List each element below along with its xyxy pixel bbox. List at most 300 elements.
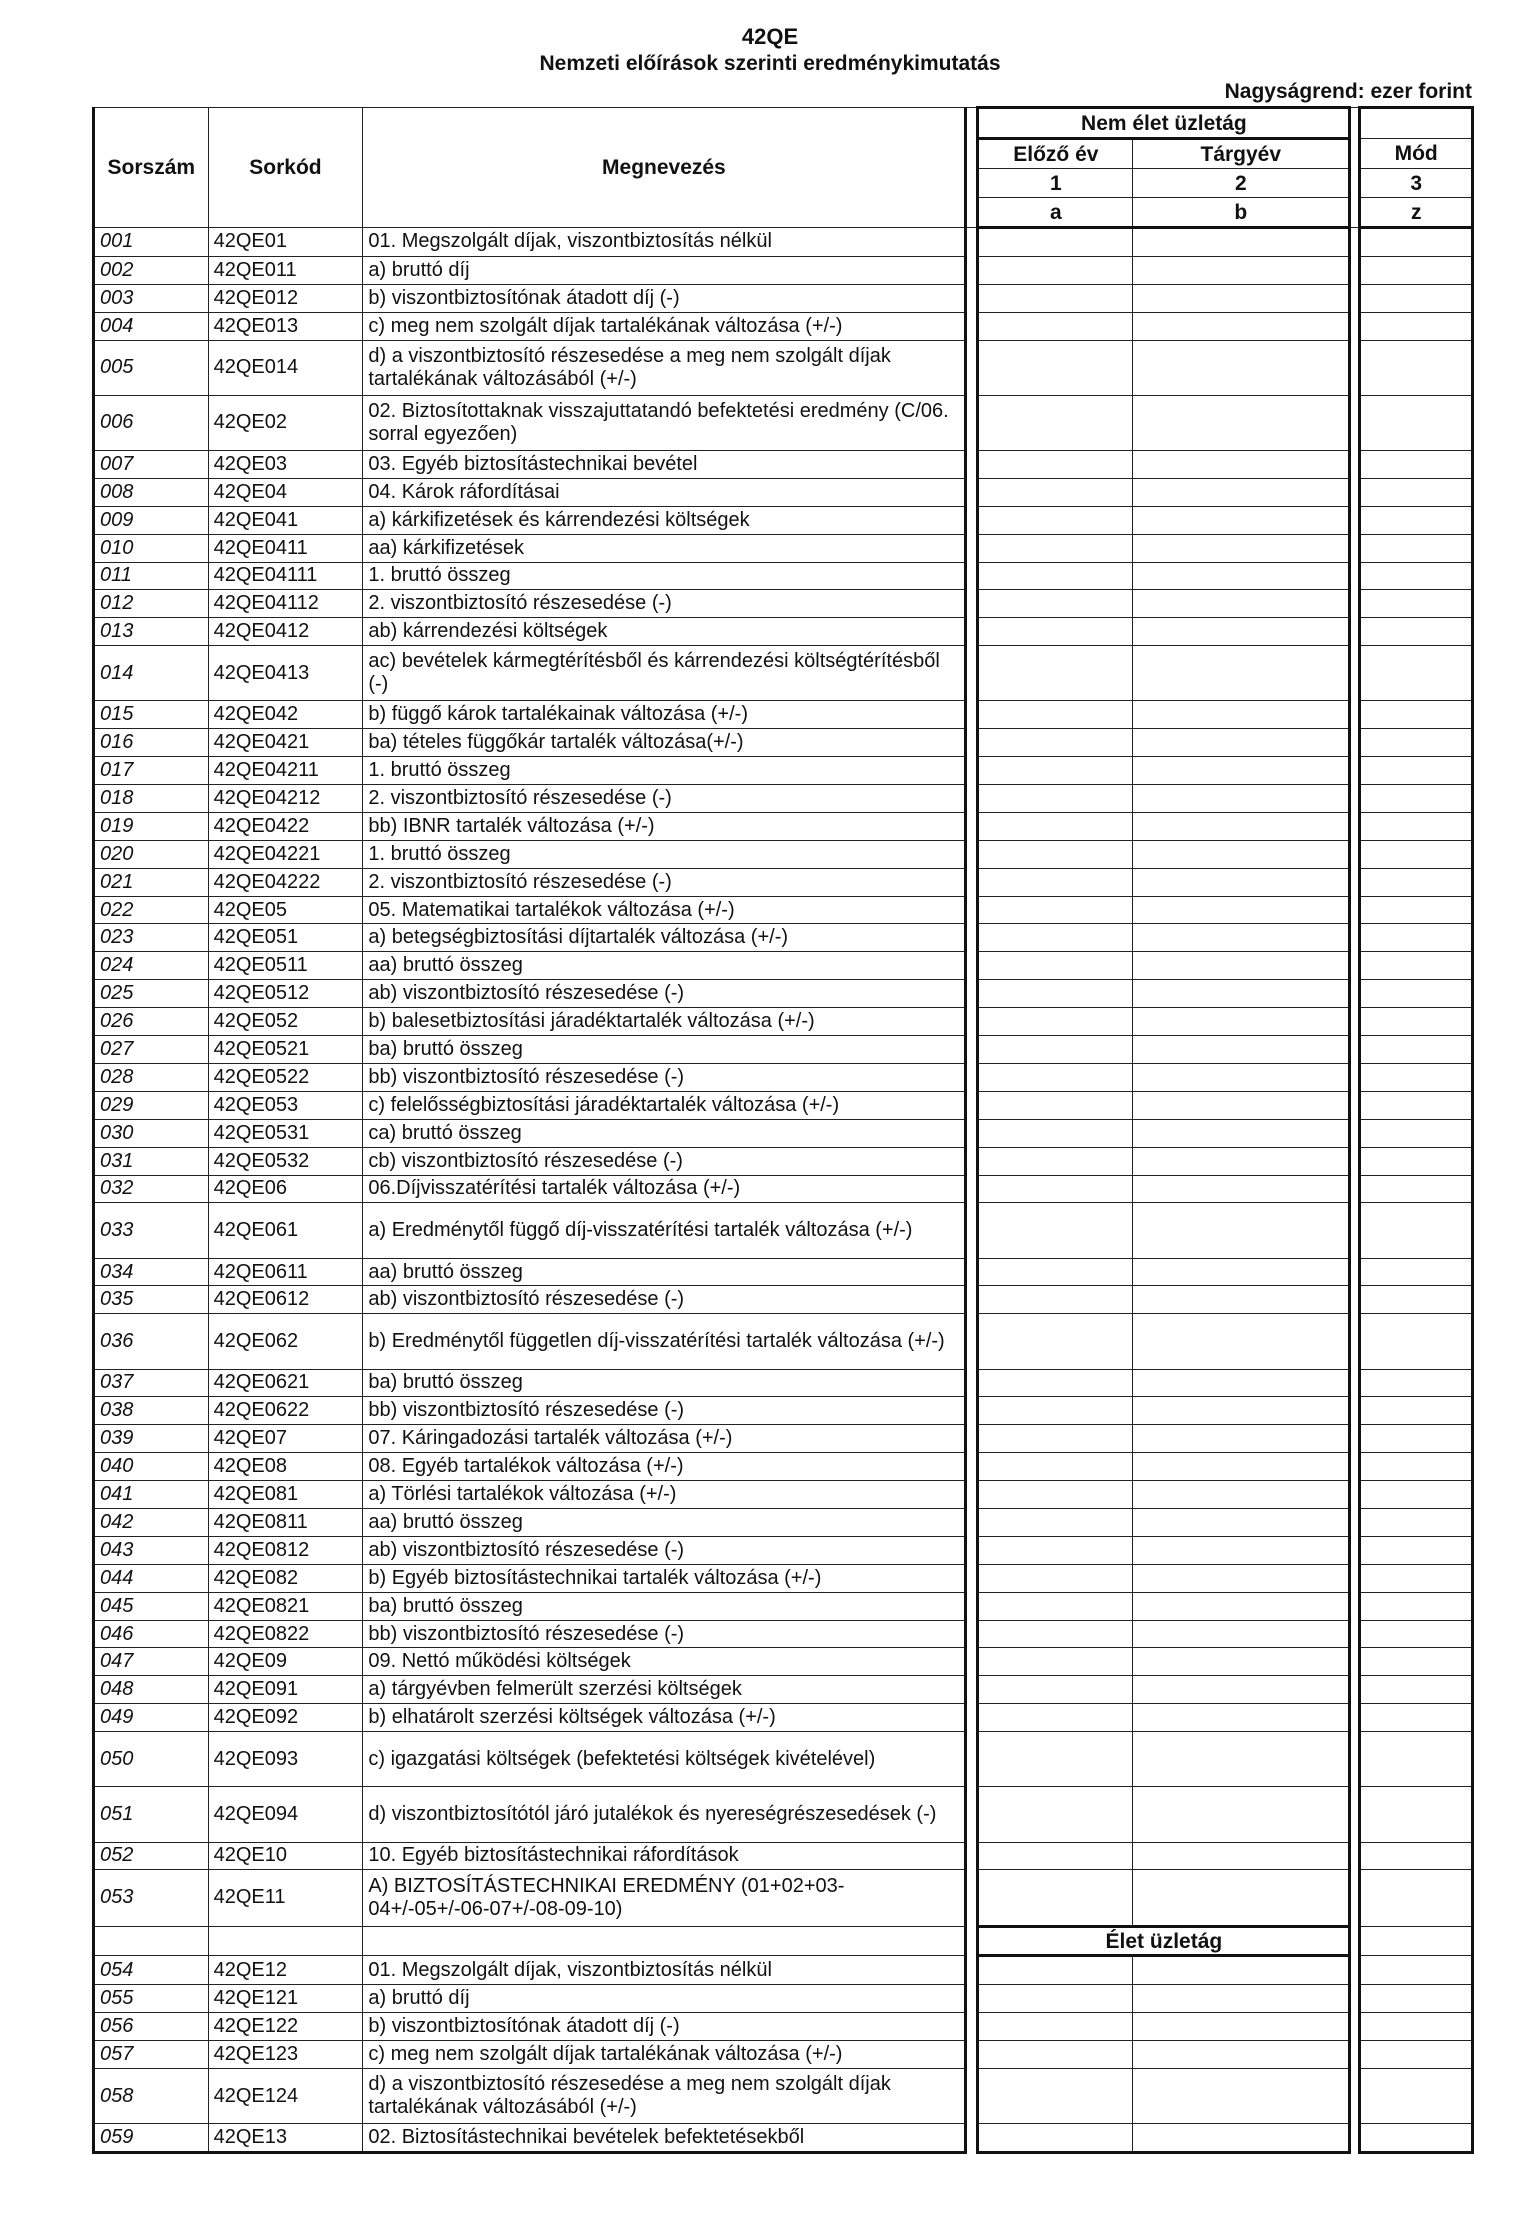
- row-code: 42QE053: [208, 1091, 363, 1119]
- value-current-year[interactable]: [1133, 478, 1350, 506]
- row-number: 032: [94, 1175, 209, 1203]
- value-current-year[interactable]: [1133, 256, 1350, 284]
- table-row: [94, 1147, 1473, 1175]
- value-prev-year[interactable]: [978, 1481, 1133, 1509]
- table-row: [94, 228, 1473, 257]
- value-current-year[interactable]: [1133, 2069, 1350, 2124]
- value-mod[interactable]: [1360, 1648, 1473, 1676]
- column-gap: [966, 980, 978, 1008]
- value-prev-year[interactable]: [978, 729, 1133, 757]
- value-current-year[interactable]: [1133, 952, 1350, 980]
- row-code: 42QE04212: [208, 785, 363, 813]
- value-prev-year[interactable]: [978, 2041, 1133, 2069]
- value-mod[interactable]: [1360, 2069, 1473, 2124]
- value-current-year[interactable]: [1133, 1732, 1350, 1787]
- value-current-year[interactable]: [1133, 1258, 1350, 1286]
- table-row: [94, 590, 1473, 618]
- row-name: c) felelősségbiztosítási járadéktartalék változása (+/-): [363, 1091, 966, 1119]
- value-current-year[interactable]: [1133, 896, 1350, 924]
- row-code: 42QE13: [208, 2124, 363, 2153]
- row-name: ab) viszontbiztosító részesedése (-): [363, 1286, 966, 1314]
- row-code: 42QE02: [208, 395, 363, 450]
- value-mod[interactable]: [1360, 534, 1473, 562]
- value-prev-year[interactable]: [978, 2013, 1133, 2041]
- value-prev-year[interactable]: [978, 1648, 1133, 1676]
- value-mod[interactable]: [1360, 757, 1473, 785]
- value-prev-year[interactable]: [978, 1314, 1133, 1369]
- value-mod[interactable]: [1360, 256, 1473, 284]
- value-prev-year[interactable]: [978, 1258, 1133, 1286]
- column-gap: [1350, 284, 1360, 312]
- row-code: 42QE081: [208, 1481, 363, 1509]
- row-number: 007: [94, 450, 209, 478]
- value-mod[interactable]: [1360, 729, 1473, 757]
- value-prev-year[interactable]: [978, 812, 1133, 840]
- row-code: 42QE0421: [208, 729, 363, 757]
- row-number: 006: [94, 395, 209, 450]
- column-gap: [966, 1036, 978, 1064]
- value-mod[interactable]: [1360, 395, 1473, 450]
- value-prev-year[interactable]: [978, 1008, 1133, 1036]
- value-mod[interactable]: [1360, 1314, 1473, 1369]
- row-code: 42QE04111: [208, 562, 363, 590]
- row-code: 42QE0522: [208, 1063, 363, 1091]
- value-mod[interactable]: [1360, 812, 1473, 840]
- row-number: 013: [94, 618, 209, 646]
- value-current-year[interactable]: [1133, 1119, 1350, 1147]
- value-current-year[interactable]: [1133, 785, 1350, 813]
- value-current-year[interactable]: [1133, 534, 1350, 562]
- row-name: b) balesetbiztosítási járadéktartalék változása (+/-): [363, 1008, 966, 1036]
- column-gap: [1350, 1314, 1360, 1369]
- value-mod[interactable]: [1360, 1870, 1473, 1926]
- value-current-year[interactable]: [1133, 1870, 1350, 1926]
- value-prev-year[interactable]: [978, 1676, 1133, 1704]
- value-mod[interactable]: [1360, 896, 1473, 924]
- value-prev-year[interactable]: [978, 1425, 1133, 1453]
- column-gap: [966, 1063, 978, 1091]
- table-row: [94, 701, 1473, 729]
- table-row: [94, 1787, 1473, 1842]
- value-prev-year[interactable]: [978, 1787, 1133, 1842]
- value-prev-year[interactable]: [978, 284, 1133, 312]
- value-current-year[interactable]: [1133, 757, 1350, 785]
- value-prev-year[interactable]: [978, 506, 1133, 534]
- row-number: 009: [94, 506, 209, 534]
- value-prev-year[interactable]: [978, 1147, 1133, 1175]
- value-mod[interactable]: [1360, 1119, 1473, 1147]
- row-number: 037: [94, 1369, 209, 1397]
- value-current-year[interactable]: [1133, 729, 1350, 757]
- row-code: 42QE124: [208, 2069, 363, 2124]
- col-num-mod: 3: [1360, 169, 1473, 198]
- value-prev-year[interactable]: [978, 2069, 1133, 2124]
- value-current-year[interactable]: [1133, 1063, 1350, 1091]
- value-mod[interactable]: [1360, 701, 1473, 729]
- value-prev-year[interactable]: [978, 896, 1133, 924]
- col-let-prev: a: [978, 198, 1133, 228]
- row-name: b) Egyéb biztosítástechnikai tartalék változása (+/-): [363, 1564, 966, 1592]
- row-number: 021: [94, 868, 209, 896]
- row-number: 049: [94, 1704, 209, 1732]
- value-mod[interactable]: [1360, 646, 1473, 701]
- value-mod[interactable]: [1360, 1203, 1473, 1258]
- value-mod[interactable]: [1360, 2124, 1473, 2153]
- value-prev-year[interactable]: [978, 1592, 1133, 1620]
- row-number: 030: [94, 1119, 209, 1147]
- value-current-year[interactable]: [1133, 812, 1350, 840]
- column-gap: [966, 1985, 978, 2013]
- value-mod[interactable]: [1360, 1620, 1473, 1648]
- row-number: 044: [94, 1564, 209, 1592]
- value-mod[interactable]: [1360, 450, 1473, 478]
- value-prev-year[interactable]: [978, 1036, 1133, 1064]
- value-prev-year[interactable]: [978, 1536, 1133, 1564]
- value-mod[interactable]: [1360, 1397, 1473, 1425]
- table-row: [94, 1536, 1473, 1564]
- row-name: c) igazgatási költségek (befektetési költségek kivételével): [363, 1732, 966, 1787]
- value-current-year[interactable]: [1133, 1175, 1350, 1203]
- column-gap: [1350, 228, 1360, 257]
- value-prev-year[interactable]: [978, 1704, 1133, 1732]
- value-current-year[interactable]: [1133, 312, 1350, 340]
- value-prev-year[interactable]: [978, 478, 1133, 506]
- value-current-year[interactable]: [1133, 1592, 1350, 1620]
- row-code: 42QE04112: [208, 590, 363, 618]
- value-current-year[interactable]: [1133, 1842, 1350, 1870]
- row-number: 053: [94, 1870, 209, 1926]
- value-mod[interactable]: [1360, 1956, 1473, 1985]
- value-current-year[interactable]: [1133, 980, 1350, 1008]
- table-row: [94, 618, 1473, 646]
- value-current-year[interactable]: [1133, 1369, 1350, 1397]
- row-name: 1. bruttó összeg: [363, 840, 966, 868]
- row-name: ba) tételes függőkár tartalék változása(+/-): [363, 729, 966, 757]
- column-gap: [1350, 1509, 1360, 1537]
- value-current-year[interactable]: [1133, 1648, 1350, 1676]
- column-gap: [966, 2041, 978, 2069]
- value-mod[interactable]: [1360, 2041, 1473, 2069]
- value-prev-year[interactable]: [978, 757, 1133, 785]
- row-number: 026: [94, 1008, 209, 1036]
- value-current-year[interactable]: [1133, 1676, 1350, 1704]
- value-current-year[interactable]: [1133, 924, 1350, 952]
- value-current-year[interactable]: [1133, 868, 1350, 896]
- value-prev-year[interactable]: [978, 785, 1133, 813]
- value-prev-year[interactable]: [978, 1842, 1133, 1870]
- column-gap: [966, 1648, 978, 1676]
- column-gap: [966, 812, 978, 840]
- value-prev-year[interactable]: [978, 646, 1133, 701]
- table-row: [94, 896, 1473, 924]
- value-current-year[interactable]: [1133, 1956, 1350, 1985]
- row-name: aa) bruttó összeg: [363, 1509, 966, 1537]
- value-mod[interactable]: [1360, 478, 1473, 506]
- row-number: 033: [94, 1203, 209, 1258]
- value-prev-year[interactable]: [978, 980, 1133, 1008]
- value-mod[interactable]: [1360, 1369, 1473, 1397]
- value-current-year[interactable]: [1133, 1985, 1350, 2013]
- row-number: 027: [94, 1036, 209, 1064]
- column-gap: [1350, 1870, 1360, 1926]
- value-mod[interactable]: [1360, 980, 1473, 1008]
- value-prev-year[interactable]: [978, 1369, 1133, 1397]
- column-gap: [1350, 1842, 1360, 1870]
- table-row: [94, 1592, 1473, 1620]
- row-code: 42QE0812: [208, 1536, 363, 1564]
- value-mod[interactable]: [1360, 506, 1473, 534]
- column-gap: [966, 506, 978, 534]
- column-gap: [966, 1425, 978, 1453]
- value-current-year[interactable]: [1133, 2013, 1350, 2041]
- row-number: 001: [94, 228, 209, 257]
- col-let-mod: z: [1360, 198, 1473, 228]
- value-current-year[interactable]: [1133, 395, 1350, 450]
- value-current-year[interactable]: [1133, 701, 1350, 729]
- value-mod[interactable]: [1360, 618, 1473, 646]
- value-current-year[interactable]: [1133, 1314, 1350, 1369]
- value-mod[interactable]: [1360, 340, 1473, 395]
- row-name: d) viszontbiztosítótól járó jutalékok és nyereségrészesedések (-): [363, 1787, 966, 1842]
- section-blank-cell: [208, 1926, 363, 1956]
- value-current-year[interactable]: [1133, 284, 1350, 312]
- value-mod[interactable]: [1360, 785, 1473, 813]
- row-name: d) a viszontbiztosító részesedése a meg nem szolgált díjak tartalékának változásából (+/-): [363, 340, 966, 395]
- value-prev-year[interactable]: [978, 1985, 1133, 2013]
- table-row: [94, 450, 1473, 478]
- column-gap: [1350, 1258, 1360, 1286]
- value-current-year[interactable]: [1133, 1453, 1350, 1481]
- value-prev-year[interactable]: [978, 2124, 1133, 2153]
- row-name: b) elhatárolt szerzési költségek változása (+/-): [363, 1704, 966, 1732]
- value-mod[interactable]: [1360, 1842, 1473, 1870]
- table-row: [94, 646, 1473, 701]
- table-row: [94, 1704, 1473, 1732]
- value-mod[interactable]: [1360, 924, 1473, 952]
- value-mod[interactable]: [1360, 562, 1473, 590]
- row-code: 42QE12: [208, 1956, 363, 1985]
- value-mod[interactable]: [1360, 1008, 1473, 1036]
- table-row: [94, 312, 1473, 340]
- value-current-year[interactable]: [1133, 1147, 1350, 1175]
- value-prev-year[interactable]: [978, 952, 1133, 980]
- value-prev-year[interactable]: [978, 618, 1133, 646]
- value-current-year[interactable]: [1133, 1509, 1350, 1537]
- value-prev-year[interactable]: [978, 1175, 1133, 1203]
- value-current-year[interactable]: [1133, 1091, 1350, 1119]
- value-mod[interactable]: [1360, 1091, 1473, 1119]
- value-prev-year[interactable]: [978, 1397, 1133, 1425]
- statement-table: [92, 106, 1474, 2154]
- value-prev-year[interactable]: [978, 868, 1133, 896]
- value-mod[interactable]: [1360, 1481, 1473, 1509]
- value-mod[interactable]: [1360, 1147, 1473, 1175]
- value-mod[interactable]: [1360, 952, 1473, 980]
- table-row: [94, 1842, 1473, 1870]
- value-current-year[interactable]: [1133, 2041, 1350, 2069]
- value-current-year[interactable]: [1133, 450, 1350, 478]
- value-prev-year[interactable]: [978, 1564, 1133, 1592]
- value-current-year[interactable]: [1133, 1564, 1350, 1592]
- value-prev-year[interactable]: [978, 1870, 1133, 1926]
- value-prev-year[interactable]: [978, 1063, 1133, 1091]
- section-blank-cell: [94, 1926, 209, 1956]
- column-gap: [1350, 1985, 1360, 2013]
- row-name: c) meg nem szolgált díjak tartalékának változása (+/-): [363, 312, 966, 340]
- value-mod[interactable]: [1360, 228, 1473, 257]
- value-prev-year[interactable]: [978, 1620, 1133, 1648]
- value-current-year[interactable]: [1133, 1397, 1350, 1425]
- row-name: bb) IBNR tartalék változása (+/-): [363, 812, 966, 840]
- table-row: [94, 1732, 1473, 1787]
- value-prev-year[interactable]: [978, 395, 1133, 450]
- value-mod[interactable]: [1360, 1564, 1473, 1592]
- value-prev-year[interactable]: [978, 1956, 1133, 1985]
- row-name: d) a viszontbiztosító részesedése a meg nem szolgált díjak tartalékának változásából (+/-): [363, 2069, 966, 2124]
- value-current-year[interactable]: [1133, 1425, 1350, 1453]
- value-current-year[interactable]: [1133, 2124, 1350, 2153]
- value-mod[interactable]: [1360, 840, 1473, 868]
- column-gap: [1350, 1175, 1360, 1203]
- value-current-year[interactable]: [1133, 1620, 1350, 1648]
- row-code: 42QE09: [208, 1648, 363, 1676]
- row-number: 051: [94, 1787, 209, 1842]
- value-prev-year[interactable]: [978, 1119, 1133, 1147]
- unit-label: Nagyságrend: ezer forint: [1224, 80, 1472, 103]
- column-gap: [1350, 450, 1360, 478]
- value-prev-year[interactable]: [978, 924, 1133, 952]
- row-number: 054: [94, 1956, 209, 1985]
- value-mod[interactable]: [1360, 1732, 1473, 1787]
- value-current-year[interactable]: [1133, 1481, 1350, 1509]
- value-prev-year[interactable]: [978, 1509, 1133, 1537]
- table-row: [94, 1036, 1473, 1064]
- column-gap: [1350, 757, 1360, 785]
- value-prev-year[interactable]: [978, 590, 1133, 618]
- value-mod[interactable]: [1360, 868, 1473, 896]
- value-prev-year[interactable]: [978, 1732, 1133, 1787]
- row-code: 42QE123: [208, 2041, 363, 2069]
- value-mod[interactable]: [1360, 1676, 1473, 1704]
- value-mod[interactable]: [1360, 1704, 1473, 1732]
- value-current-year[interactable]: [1133, 562, 1350, 590]
- value-prev-year[interactable]: [978, 1203, 1133, 1258]
- value-prev-year[interactable]: [978, 340, 1133, 395]
- value-prev-year[interactable]: [978, 1286, 1133, 1314]
- value-mod[interactable]: [1360, 284, 1473, 312]
- value-prev-year[interactable]: [978, 701, 1133, 729]
- value-mod[interactable]: [1360, 1258, 1473, 1286]
- value-mod[interactable]: [1360, 1286, 1473, 1314]
- column-gap: [1350, 1956, 1360, 1985]
- value-prev-year[interactable]: [978, 312, 1133, 340]
- value-prev-year[interactable]: [978, 534, 1133, 562]
- column-gap: [966, 1620, 978, 1648]
- value-current-year[interactable]: [1133, 506, 1350, 534]
- column-gap: [1350, 1203, 1360, 1258]
- row-name: b) viszontbiztosítónak átadott díj (-): [363, 284, 966, 312]
- row-code: 42QE05: [208, 896, 363, 924]
- value-current-year[interactable]: [1133, 618, 1350, 646]
- row-code: 42QE121: [208, 1985, 363, 2013]
- section-life-title: Élet üzletág: [978, 1926, 1350, 1956]
- value-current-year[interactable]: [1133, 590, 1350, 618]
- row-code: 42QE08: [208, 1453, 363, 1481]
- row-name: a) bruttó díj: [363, 256, 966, 284]
- row-name: aa) bruttó összeg: [363, 1258, 966, 1286]
- row-number: 047: [94, 1648, 209, 1676]
- value-prev-year[interactable]: [978, 1453, 1133, 1481]
- value-current-year[interactable]: [1133, 840, 1350, 868]
- column-gap: [1350, 924, 1360, 952]
- column-gap: [1350, 395, 1360, 450]
- value-prev-year[interactable]: [978, 1091, 1133, 1119]
- row-code: 42QE0821: [208, 1592, 363, 1620]
- value-mod[interactable]: [1360, 312, 1473, 340]
- row-number: 048: [94, 1676, 209, 1704]
- table-row: [94, 256, 1473, 284]
- value-prev-year[interactable]: [978, 840, 1133, 868]
- value-mod[interactable]: [1360, 1787, 1473, 1842]
- value-mod[interactable]: [1360, 1509, 1473, 1537]
- column-gap: [966, 1314, 978, 1369]
- table-row: [94, 952, 1473, 980]
- value-current-year[interactable]: [1133, 646, 1350, 701]
- value-mod[interactable]: [1360, 1175, 1473, 1203]
- row-code: 42QE122: [208, 2013, 363, 2041]
- column-gap: [1350, 1147, 1360, 1175]
- value-prev-year[interactable]: [978, 450, 1133, 478]
- value-mod[interactable]: [1360, 1036, 1473, 1064]
- section-blank-cell: [363, 1926, 966, 1956]
- value-mod[interactable]: [1360, 1592, 1473, 1620]
- value-prev-year[interactable]: [978, 228, 1133, 257]
- value-current-year[interactable]: [1133, 1704, 1350, 1732]
- column-gap: [1350, 2124, 1360, 2153]
- column-gap: [1350, 896, 1360, 924]
- col-num-prev: 1: [978, 169, 1133, 198]
- column-gap: [1350, 1787, 1360, 1842]
- row-number: 016: [94, 729, 209, 757]
- value-mod[interactable]: [1360, 1536, 1473, 1564]
- value-prev-year[interactable]: [978, 562, 1133, 590]
- column-gap: [1350, 1536, 1360, 1564]
- value-current-year[interactable]: [1133, 1008, 1350, 1036]
- report-code: 42QE: [741, 24, 799, 49]
- row-code: 42QE093: [208, 1732, 363, 1787]
- value-current-year[interactable]: [1133, 340, 1350, 395]
- value-current-year[interactable]: [1133, 228, 1350, 257]
- value-mod[interactable]: [1360, 1453, 1473, 1481]
- value-current-year[interactable]: [1133, 1536, 1350, 1564]
- value-current-year[interactable]: [1133, 1286, 1350, 1314]
- value-mod[interactable]: [1360, 1063, 1473, 1091]
- column-gap: [966, 2013, 978, 2041]
- value-mod[interactable]: [1360, 590, 1473, 618]
- value-current-year[interactable]: [1133, 1203, 1350, 1258]
- row-name: bb) viszontbiztosító részesedése (-): [363, 1620, 966, 1648]
- column-gap: [966, 646, 978, 701]
- value-current-year[interactable]: [1133, 1036, 1350, 1064]
- column-gap: [966, 1119, 978, 1147]
- column-gap: [966, 312, 978, 340]
- value-mod[interactable]: [1360, 2013, 1473, 2041]
- row-name: A) BIZTOSÍTÁSTECHNIKAI EREDMÉNY (01+02+03-04+/-05+/-06-07+/-08-09-10): [363, 1870, 966, 1926]
- value-mod[interactable]: [1360, 1985, 1473, 2013]
- value-mod[interactable]: [1360, 1425, 1473, 1453]
- value-prev-year[interactable]: [978, 256, 1133, 284]
- value-current-year[interactable]: [1133, 1787, 1350, 1842]
